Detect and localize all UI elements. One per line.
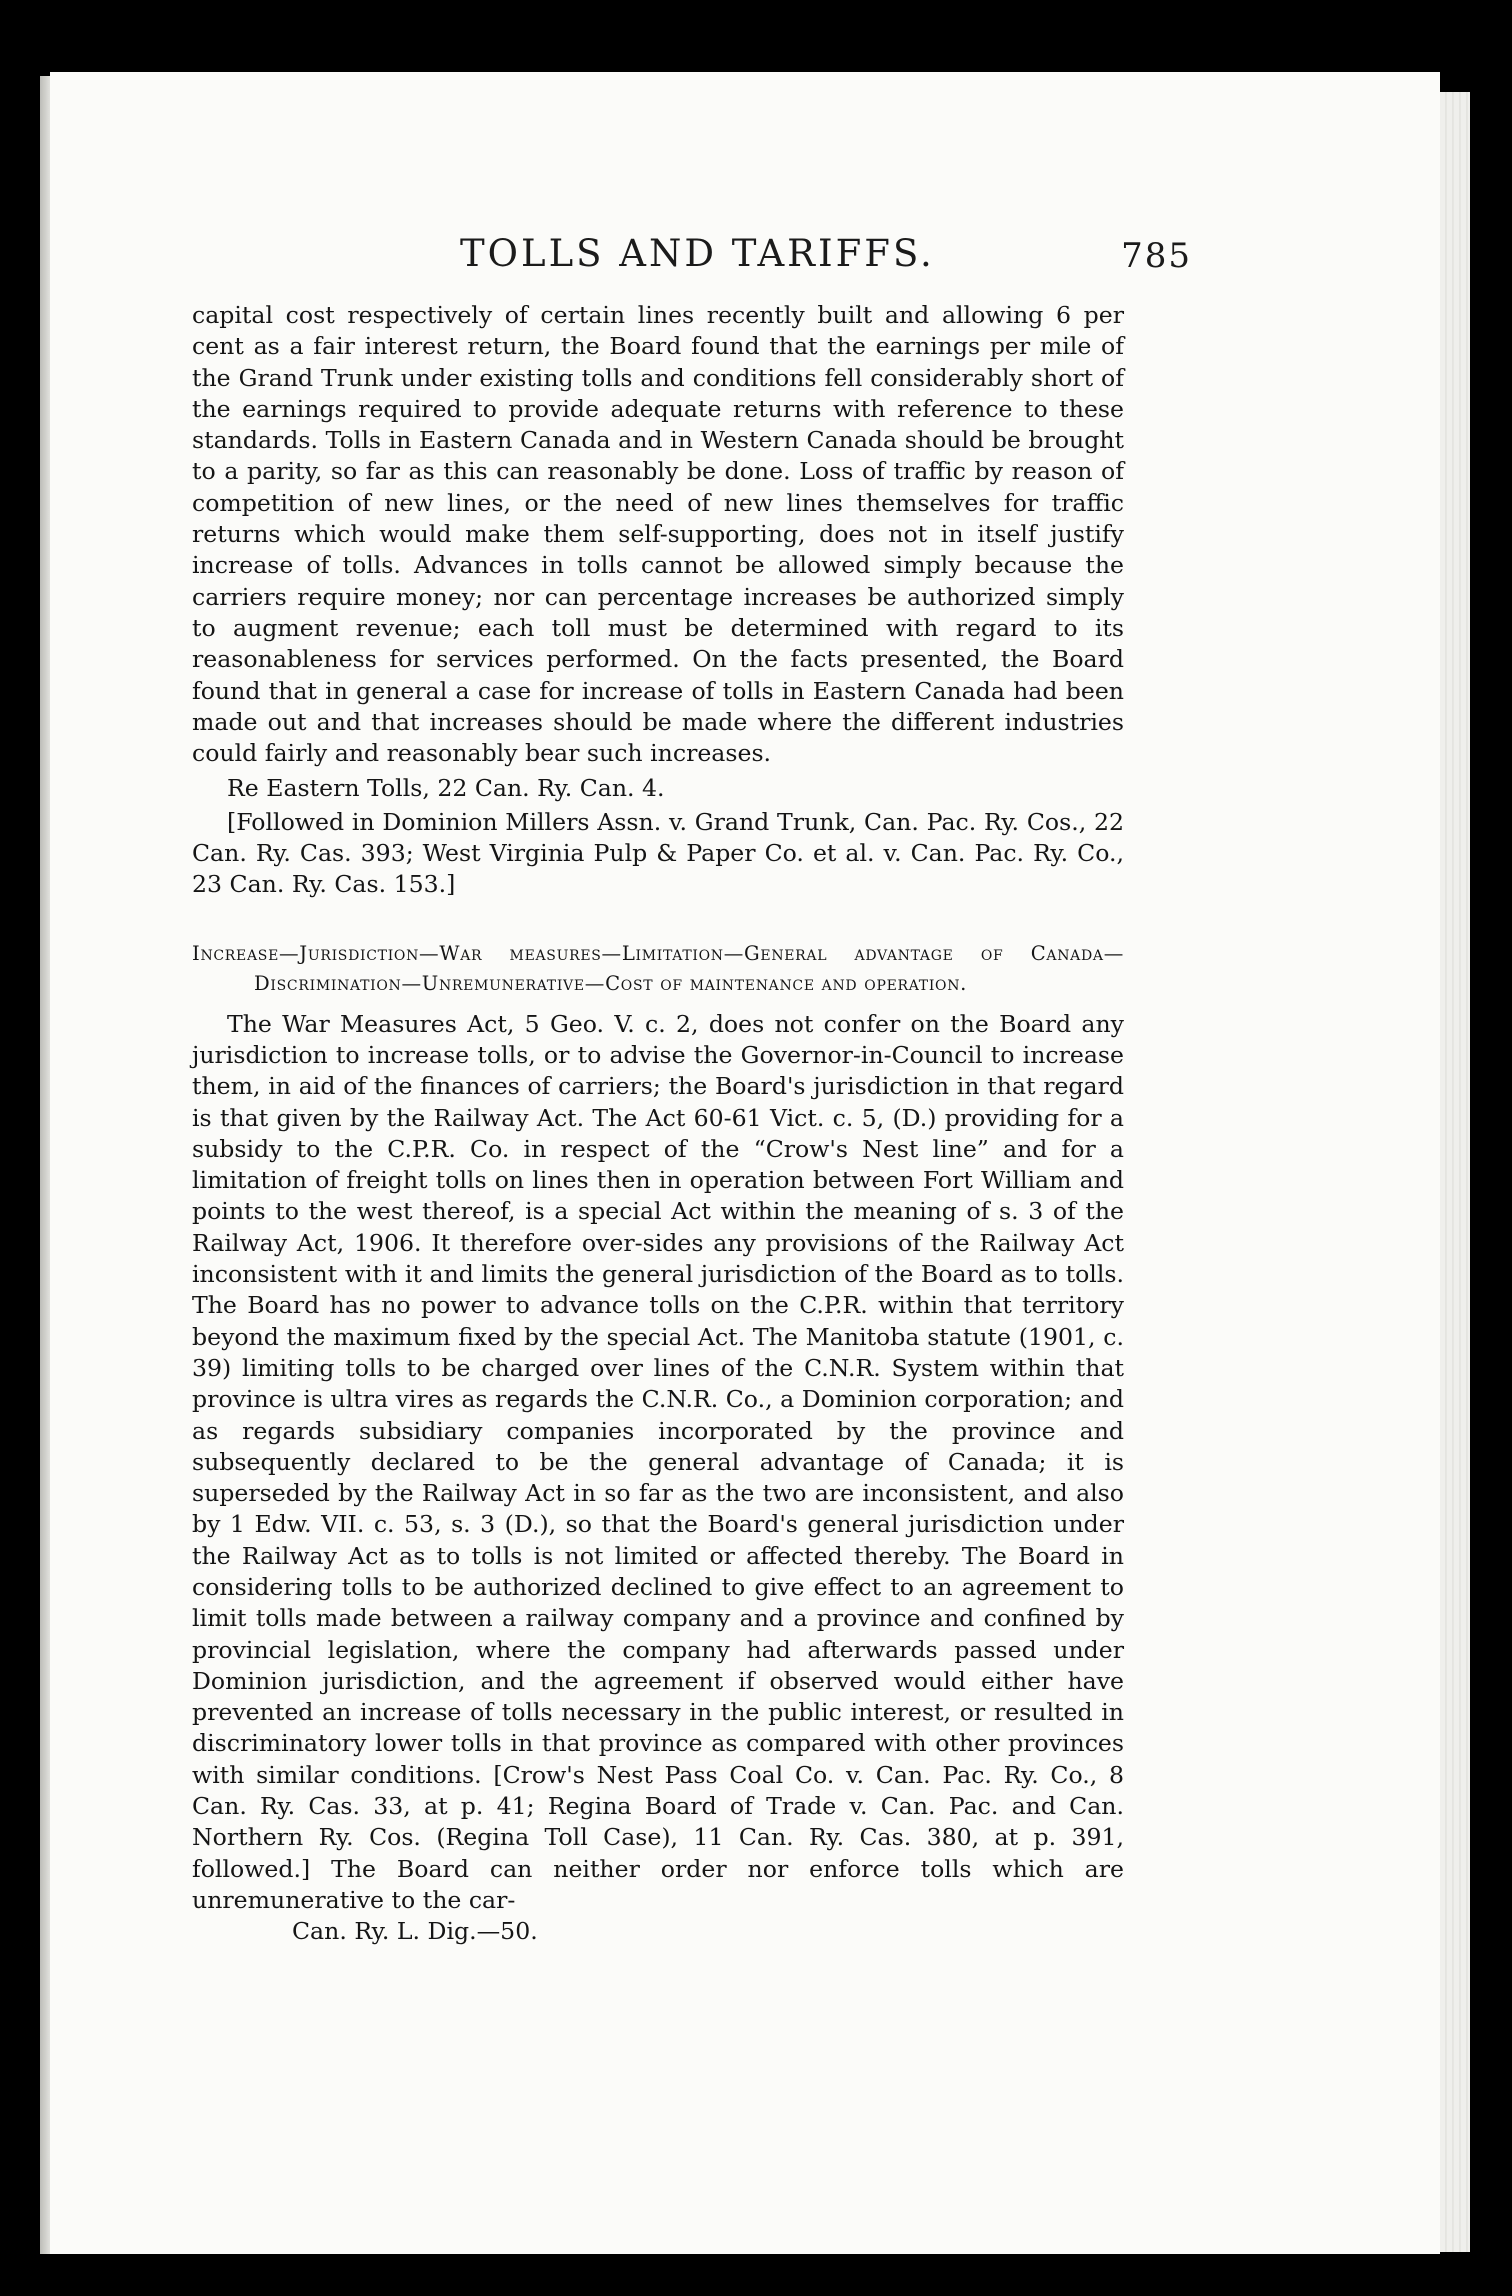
followed-note: [Followed in Dominion Millers Assn. v. Grand Trunk, Can. Pac. Ry. Cos., 22 Can. Ry. Cas. 393; West Virginia Pulp & Paper Co. et al. v. Can. Pac. Ry. Co., 23 Can. Ry. Cas. 153.] bbox=[192, 807, 1124, 899]
paragraph-war-measures: The War Measures Act, 5 Geo. V. c. 2, does not confer on the Board any jurisdiction to increase tolls, or to advise the Governor-in-Council to increase them, in aid of the finances of carriers; the Board's jurisdiction in that regard is that given by the Railway Act. The Act 60-61 Vict. c. 5, (D.) providing for a subsidy to the C.P.R. Co. in respect of the “Crow's Nest line” and for a limitation of freight tolls on lines then in operation between Fort William and points to the west thereof, is a special Act within the meaning of s. 3 of the Railway Act, 1906. It therefore over-sides any provisions of the Railway Act inconsistent with it and limits the general jurisdiction of the Board as to tolls. The Board has no power to advance tolls on the C.P.R. within that territory beyond the maximum fixed by the special Act. The Manitoba statute (1901, c. 39) limiting tolls to be charged over lines of the C.N.R. System within that province is ultra vires as regards the C.N.R. Co., a Dominion corporation; and as regards subsidiary companies incorporated by the province and subsequently declared to be the general advantage of Canada; it is superseded by the Railway Act in so far as the two are inconsistent, and also by 1 Edw. VII. c. 53, s. 3 (D.), so that the Board's general jurisdiction under the Railway Act as to tolls is not limited or affected thereby. The Board in considering tolls to be authorized declined to give effect to an agreement to limit tolls made between a railway company and a province and confined by provincial legislation, where the company had afterwards passed under Dominion jurisdiction, and the agreement if observed would either have prevented an increase of tolls necessary in the public interest, or resulted in discriminatory lower tolls in that province as compared with other provinces with similar conditions. [Crow's Nest Pass Coal Co. v. Can. Pac. Ry. Co., 8 Can. Ry. Cas. 33, at p. 41; Regina Board of Trade v. Can. Pac. and Can. Northern Ry. Cos. (Regina Toll Case), 11 Can. Ry. Cas. 380, at p. 391, followed.] The Board can neither order nor enforce tolls which are unremunerative to the car- bbox=[192, 1009, 1124, 1914]
page-body bbox=[192, 300, 1124, 1948]
running-head: TOLLS AND TARIFFS. bbox=[460, 232, 935, 275]
section-headnote bbox=[192, 939, 1124, 999]
case-citation: Re Eastern Tolls, 22 Can. Ry. Can. 4. bbox=[227, 774, 665, 803]
paragraph-continued: capital cost respectively of certain lines recently built and allowing 6 per cent as a fair interest return, the Board found that the earnings per mile of the Grand Trunk under existing tolls and conditions fell considerably short of the earnings required to provide adequate returns with reference to these standards. Tolls in Eastern Canada and in Western Canada should be brought to a parity, so far as this can reasonably be done. Loss of traffic by reason of competition of new lines, or the need of new lines themselves for traffic returns which would make them self-supporting, does not in itself justify increase of tolls. Advances in tolls cannot be allowed simply because the carriers require money; nor can percentage increases be authorized simply to augment revenue; each toll must be determined with regard to its reasonableness for services performed. On the facts presented, the Board found that in general a case for increase of tolls in Eastern Canada had been made out and that increases should be made where the different industries could fairly and reasonably bear such increases. bbox=[192, 301, 1124, 768]
digest-reference: Can. Ry. L. Dig.—50. bbox=[292, 1917, 538, 1946]
headnote-text: Increase—Jurisdiction—War measures—Limitation—General advantage of Canada—Discrimination—Unremunerative—Cost of maintenance and operation. bbox=[192, 941, 1124, 995]
page-number: 785 bbox=[1121, 236, 1192, 276]
page-header bbox=[180, 232, 1192, 282]
